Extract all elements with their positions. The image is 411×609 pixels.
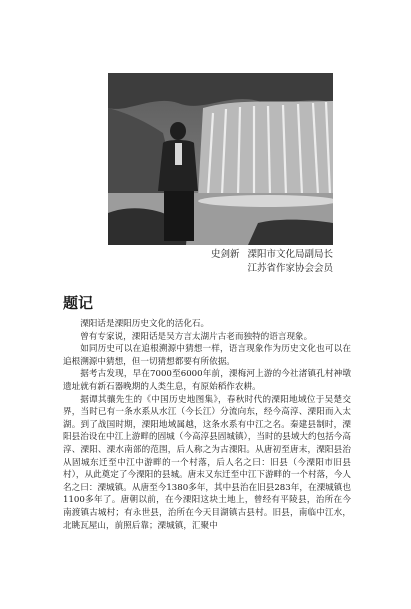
portrait-photo (108, 73, 333, 245)
paragraph: 如同历史可以在追根溯源中猜想一样，语言现象作为历史文化也可以在追根溯源中猜想，但一切猜想都要有所依据。 (63, 344, 351, 367)
photo-caption (133, 248, 333, 276)
paragraph: 溧阳话是溧阳历史文化的活化石。 (80, 319, 210, 329)
caption-title-1: 溧阳市文化局副局长 (247, 249, 333, 260)
body-text (63, 318, 351, 532)
caption-title-2: 江苏省作家协会会员 (247, 263, 333, 274)
photo-illustration (108, 73, 333, 245)
paragraph: 据考古发现，早在7000至6000年前，溧梅河上游的今社渚镇孔村神墩遗址就有新石器晚期的人类生息，有原始稻作农耕。 (63, 369, 351, 392)
caption-line-1 (133, 248, 333, 262)
paragraph: 曾有专家说，溧阳话是吴方言太湖片古老而独特的语言现象。 (80, 331, 313, 342)
caption-name: 史剑新 (210, 249, 240, 260)
section-heading: 题记 (63, 294, 94, 312)
paragraph: 据谭其骧先生的《中国历史地图集》，春秋时代的溧阳地域位于吴楚交界，当时已有一条水系从水江（今长江）分流向东，经今高淳、溧阳而入太湖。到了战国时期，溧阳地域属越，这条水系有中江之名。秦建县制时，溧阳县治设在中江上游畔的固城（今高淳县固城镇），当时的县域大约包括今高淳、溧阳、溧水南部的范围，后人称之为古溧阳。从唐初至唐末，溧阳县治从固城东迁至中江中游畔的一个村落，后人名之曰：旧县（今溧阳市旧县村），从此奠定了今溧阳的县城。唐末又东迁至中江下游畔的一个村落，今人名之曰：溧城镇。从唐至今1380多年，其中县治在旧县283年，在溧城镇也1100多年了。唐朝以前，在今溧阳这块土地上，曾经有平陵县，治所在今南渡镇古城村；有永世县，治所在今天目湖镇古县村。旧县，南临中江水，北眺瓦屋山，前照后靠；溧城镇，汇聚中 (63, 394, 351, 531)
